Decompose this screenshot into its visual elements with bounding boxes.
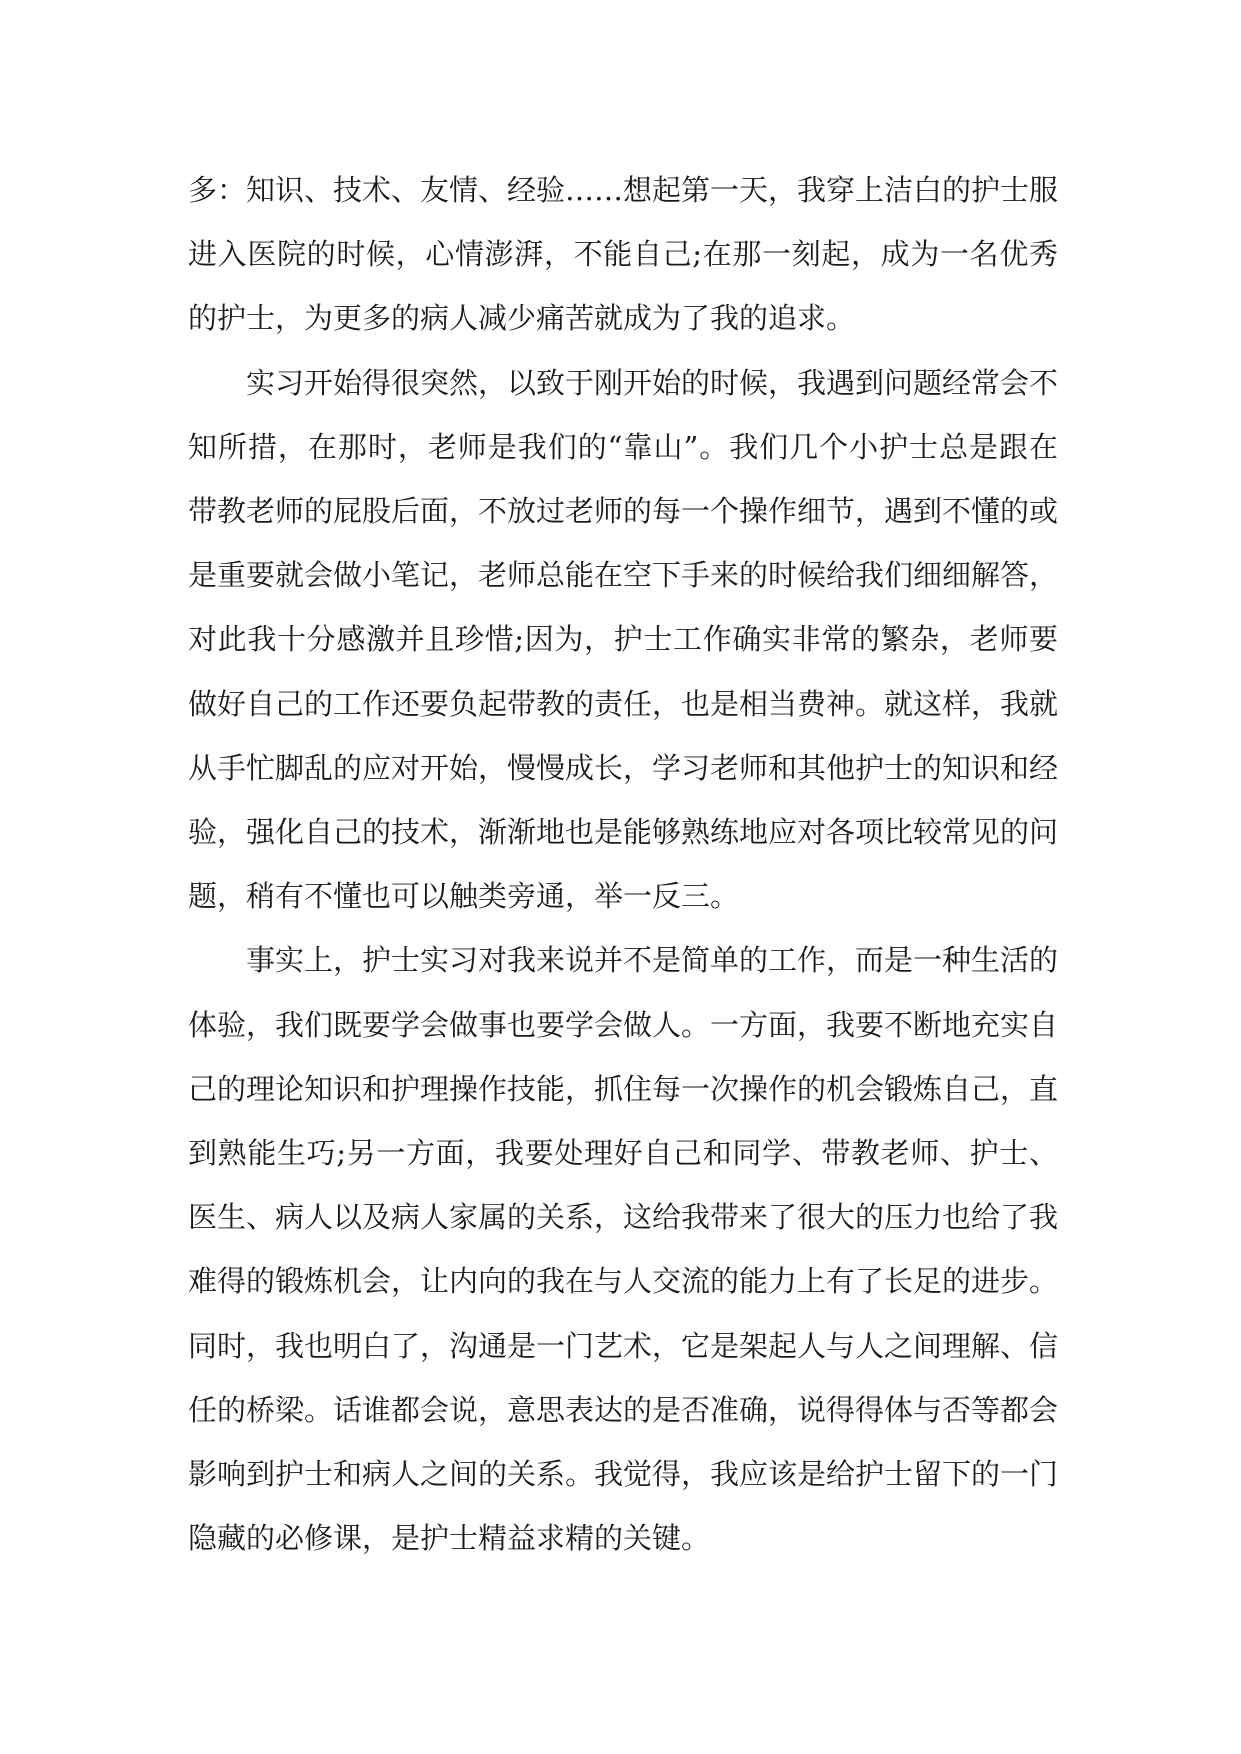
- document-body: [188, 158, 1058, 1570]
- paragraph-continued: 多：知识、技术、友情、经验……想起第一天，我穿上洁白的护士服进入医院的时候，心情澎湃，不能自己;在那一刻起，成为一名优秀的护士，为更多的病人减少痛苦就成为了我的追求。: [188, 173, 1059, 336]
- paragraph-life-experience: 事实上，护士实习对我来说并不是简单的工作，而是一种生活的体验，我们既要学会做事也要学会做人。一方面，我要不断地充实自己的理论知识和护理操作技能，抓住每一次操作的机会锻炼自己，直到熟能生巧;另一方面，我要处理好自己和同学、带教老师、护士、医生、病人以及病人家属的关系，这给我带来了很大的压力也给了我难得的锻炼机会，让内向的我在与人交流的能力上有了长足的进步。同时，我也明白了，沟通是一门艺术，它是架起人与人之间理解、信任的桥梁。话谁都会说，意思表达的是否准确，说得得体与否等都会影响到护士和病人之间的关系。我觉得，我应该是给护士留下的一门隐藏的必修课，是护士精益求精的关键。: [188, 943, 1059, 1556]
- paragraph-internship-start: 实习开始得很突然，以致于刚开始的时候，我遇到问题经常会不知所措，在那时，老师是我们的“靠山”。我们几个小护士总是跟在带教老师的屁股后面，不放过老师的每一个操作细节，遇到不懂的或是重要就会做小笔记，老师总能在空下手来的时候给我们细细解答，对此我十分感激并且珍惜;因为，护士工作确实非常的繁杂，老师要做好自己的工作还要负起带教的责任，也是相当费神。就这样，我就从手忙脚乱的应对开始，慢慢成长，学习老师和其他护士的知识和经验，强化自己的技术，渐渐地也是能够熟练地应对各项比较常见的问题，稍有不懂也可以触类旁通，举一反三。: [188, 365, 1059, 914]
